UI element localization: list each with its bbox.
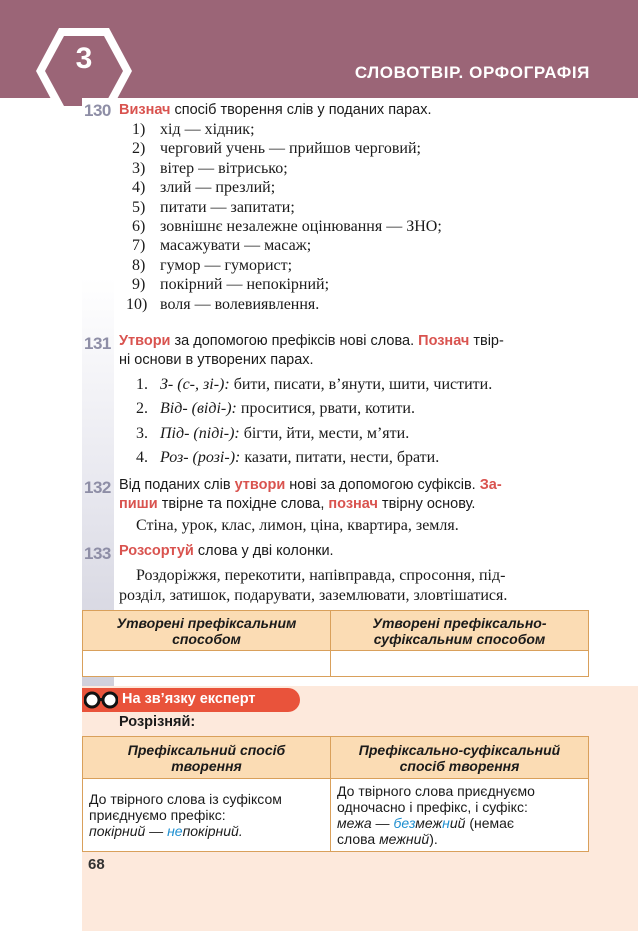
table-cell-prefix-method: До твірного слова із суфіксом приєднуємо префікс: покірний — непокірний. bbox=[83, 779, 331, 852]
task-text: спосіб творення слів у поданих парах. bbox=[170, 102, 432, 118]
exercise-number-132: 132 bbox=[84, 478, 111, 497]
list-item: 1. З- (с-, зі-): бити, писати, в’янути, шити, чистити. bbox=[136, 376, 493, 393]
keyword-rozsortui: Розсортуй bbox=[119, 543, 194, 559]
list-item: 7) масажувати — масаж; bbox=[132, 237, 312, 255]
exercise-133-words: Роздоріжжя, перекотити, напівправда, спросоння, під- розділ, затишок, подарувати, заземлювати, зловтішатися. bbox=[119, 567, 508, 604]
exercise-133-task: Розсортуй слова у дві колонки. bbox=[119, 543, 334, 559]
table-header-prefix-suffix: Утворені префіксально- суфіксальним способом bbox=[331, 611, 589, 651]
keyword-utvory: Утвори bbox=[119, 333, 171, 349]
sorting-table bbox=[82, 610, 589, 677]
table-cell-empty[interactable] bbox=[83, 651, 331, 677]
list-item: 3) вітер — вітрисько; bbox=[132, 159, 288, 177]
list-item: 8) гумор — гуморист; bbox=[132, 256, 293, 274]
table-header-prefix: Утворені префіксальним способом bbox=[83, 611, 331, 651]
chapter-title: СЛОВОТВІР. ОРФОГРАФІЯ bbox=[354, 63, 590, 82]
list-item: 2. Від- (віді-): проситися, рвати, котити. bbox=[136, 400, 415, 418]
list-item: 6) зовнішнє незалежне оцінювання — ЗНО; bbox=[132, 218, 442, 236]
keyword-vyznach: Визнач bbox=[119, 102, 171, 118]
keyword-zapyshy: За- bbox=[479, 477, 502, 493]
exercise-number-131: 131 bbox=[84, 334, 111, 353]
exercise-130-list bbox=[126, 120, 442, 314]
list-item: 4. Роз- (розі-): казати, питати, нести, брати. bbox=[136, 448, 440, 466]
exercise-131-task: Утвори за допомогою префіксів нові слова. Познач твір- ні основи в утворених парах. bbox=[119, 333, 504, 368]
list-item: 10) воля — волевиявлення. bbox=[126, 295, 320, 313]
table-header-prefix-suffix-method: Префіксально-суфіксальний спосіб творення bbox=[331, 737, 589, 779]
exercise-number-133: 133 bbox=[84, 544, 111, 563]
list-item: 2) черговий учень — прийшов черговий; bbox=[132, 140, 421, 158]
keyword-poznach: познач bbox=[328, 496, 378, 512]
exercise-number-130: 130 bbox=[84, 101, 111, 120]
chapter-number: 3 bbox=[75, 42, 93, 75]
expert-table bbox=[82, 736, 589, 852]
page-number: 68 bbox=[88, 856, 105, 873]
exercise-131-list bbox=[136, 373, 492, 470]
list-item: 1) хід — хідник; bbox=[132, 121, 255, 138]
list-item: 9) покірний — непокірний; bbox=[132, 276, 330, 294]
list-item: 4) злий — презлий; bbox=[132, 179, 276, 197]
glasses-icon bbox=[84, 689, 118, 711]
expert-subtitle: Розрізняй: bbox=[119, 714, 196, 730]
table-cell-empty[interactable] bbox=[331, 651, 589, 677]
table-header-prefix-method: Префіксальний спосіб творення bbox=[83, 737, 331, 779]
list-item: 5) питати — запитати; bbox=[132, 198, 295, 216]
exercise-132-task: Від поданих слів утвори нові за допомогою суфіксів. За- пиши твірне та похідне слова, познач твірну основу. bbox=[119, 477, 502, 512]
keyword-utvory: утвори bbox=[234, 477, 286, 493]
list-item: 3. Під- (піді-): бігти, йти, мести, м’яти. bbox=[136, 424, 410, 442]
expert-label: На зв’язку експерт bbox=[122, 691, 256, 707]
exercise-132-words: Стіна, урок, клас, лимон, ціна, квартира, земля. bbox=[136, 517, 459, 534]
exercise-130-task bbox=[119, 101, 432, 120]
keyword-poznach: Познач bbox=[418, 333, 470, 349]
table-cell-prefix-suffix-method: До твірного слова приєднуємо одночасно і префікс, і суфікс: межа — безмежний (немає слова межний). bbox=[331, 779, 589, 852]
